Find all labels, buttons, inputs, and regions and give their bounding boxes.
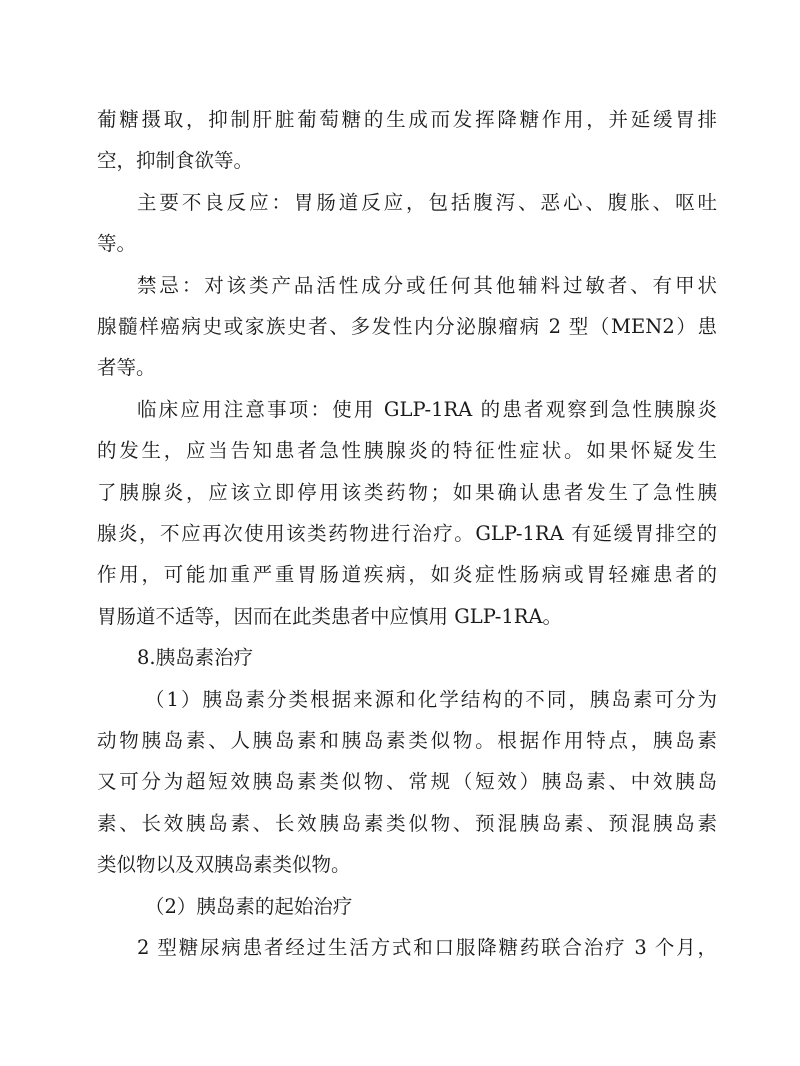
paragraph-line: 类似物以及双胰岛素类似物。 <box>97 853 351 876</box>
paragraph-line: （1）胰岛素分类根据来源和化学结构的不同，胰岛素可分为 <box>145 688 717 711</box>
paragraph-line: 主要不良反应：胃肠道反应，包括腹泻、恶心、腹胀、呕吐 <box>137 191 717 214</box>
paragraph-line: 作用，可能加重严重胃肠道疾病，如炎症性肠病或胃轻瘫患者的 <box>97 563 717 586</box>
paragraph-line: 者等。 <box>97 356 156 379</box>
paragraph-line: 动物胰岛素、人胰岛素和胰岛素类似物。根据作用特点，胰岛素 <box>97 729 717 752</box>
paragraph-line: 等。 <box>97 232 137 255</box>
section-heading: 8.胰岛素治疗 <box>137 646 254 669</box>
paragraph-line: 临床应用注意事项：使用 GLP-1RA 的患者观察到急性胰腺炎 <box>137 398 717 421</box>
paragraph-line: 的发生，应当告知患者急性胰腺炎的特征性症状。如果怀疑发生 <box>97 439 717 462</box>
paragraph-line: 葡糖摄取，抑制肝脏葡萄糖的生成而发挥降糖作用，并延缓胃排 <box>97 108 717 131</box>
paragraph-line: 胃肠道不适等，因而在此类患者中应慎用 GLP-1RA。 <box>97 605 563 628</box>
paragraph-line: 腺炎，不应再次使用该类药物进行治疗。GLP-1RA 有延缓胃排空的 <box>97 522 717 545</box>
paragraph-line: 禁忌：对该类产品活性成分或任何其他辅料过敏者、有甲状 <box>137 274 717 297</box>
subsection-heading: （2）胰岛素的起始治疗 <box>145 895 353 918</box>
paragraph-line: 素、长效胰岛素、长效胰岛素类似物、预混胰岛素、预混胰岛素 <box>97 812 717 835</box>
paragraph-line: 又可分为超短效胰岛素类似物、常规（短效）胰岛素、中效胰岛 <box>97 770 717 793</box>
paragraph-line: 腺髓样癌病史或家族史者、多发性内分泌腺瘤病 2 型（MEN2）患 <box>97 315 717 338</box>
paragraph-line: 空，抑制食欲等。 <box>97 149 254 172</box>
paragraph-line: 2 型糖尿病患者经过生活方式和口服降糖药联合治疗 3 个月， <box>137 936 717 959</box>
paragraph-line: 了胰腺炎，应该立即停用该类药物；如果确认患者发生了急性胰 <box>97 481 717 504</box>
